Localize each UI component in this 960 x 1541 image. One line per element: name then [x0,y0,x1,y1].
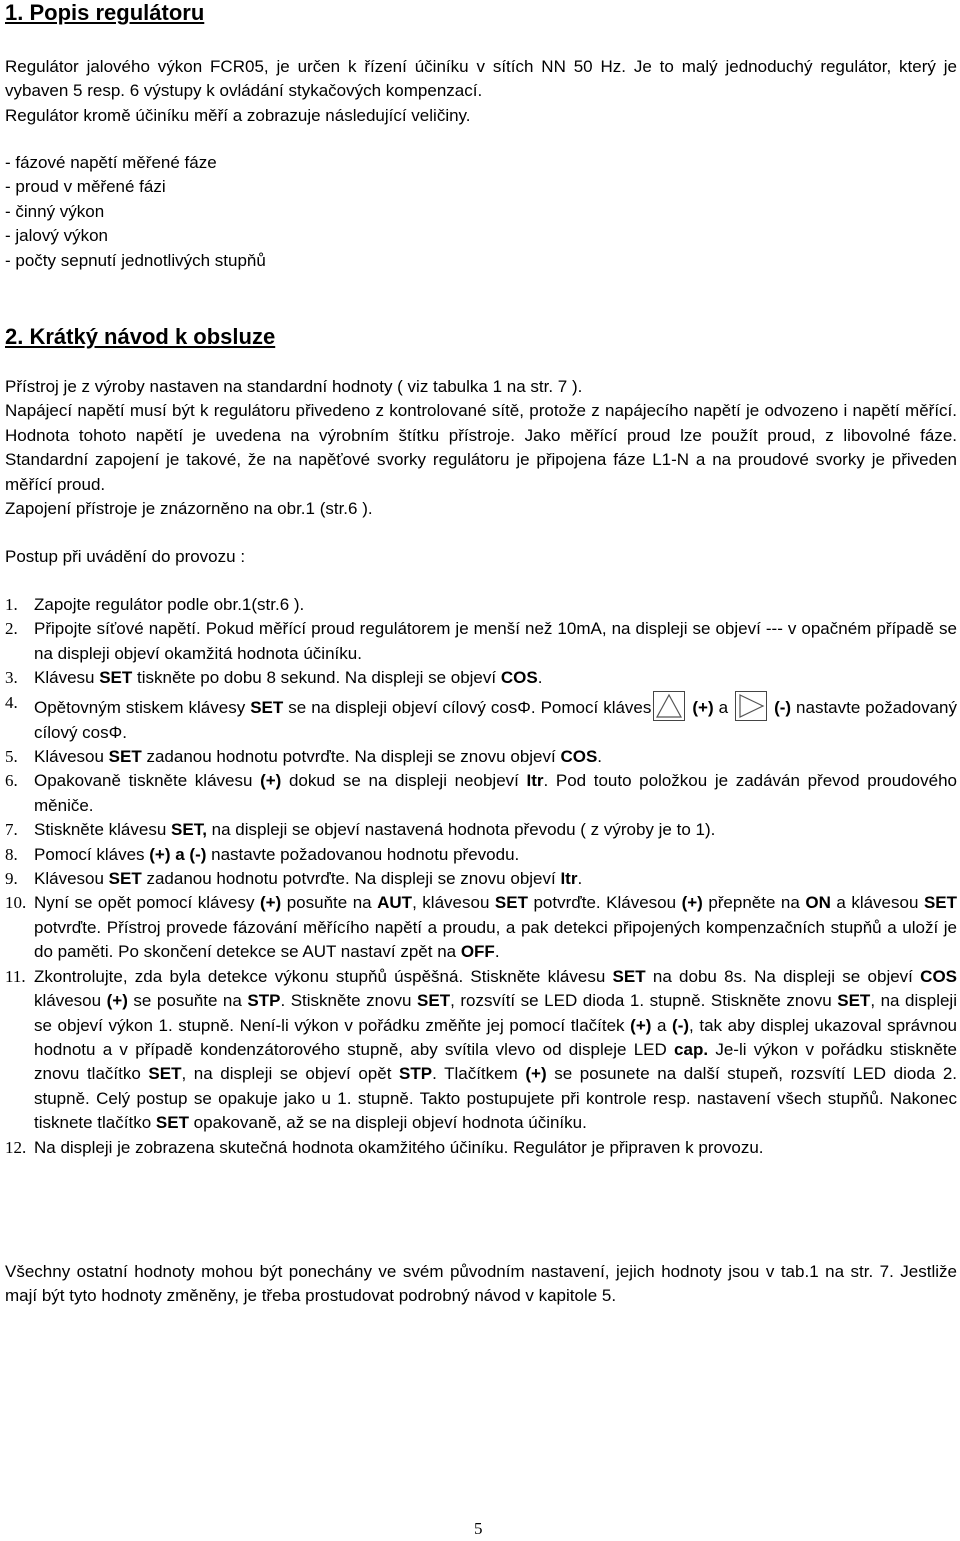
list-item: - proud v měřené fázi [5,177,166,197]
step-text: . Stiskněte znovu [280,991,418,1011]
step-text: se posuňte na [127,991,248,1011]
key-label: STP [399,1064,433,1084]
step-item [5,593,957,617]
step-text: , rozsvítí se LED dioda 1. stupně. Stiskněte znovu [450,991,838,1011]
list-item: - fázové napětí měřené fáze [5,153,217,172]
step-text: nastavte požadovaný cílový cosΦ. [34,697,957,742]
step-text: . [577,869,583,889]
key-label: SET [108,869,142,889]
key-label: SET [108,747,142,767]
key-label: (+) [260,771,282,791]
step-text: Klávesou [34,869,109,889]
step-text: Zkontrolujte, zda byla detekce výkonu stupňů úspěšná. Stiskněte klávesu [34,966,613,986]
key-label: COS [920,966,958,986]
step-number: 11. [5,966,26,986]
step-number: 9. [5,869,18,889]
step-text: na displeji se objeví nastavená hodnota převodu ( z výroby je to 1). [206,820,716,840]
step-number: 8. [5,844,18,864]
key-label: SET [99,668,133,688]
step-number: 3. [5,668,18,688]
step-number: 10. [5,893,27,913]
key-label: (+) [630,1015,652,1035]
step-text: Zapojte regulátor podle obr.1(str.6 ). [34,595,305,614]
step-text: Klávesu [34,668,100,688]
key-label: (+) [681,893,703,913]
key-label: COS [560,747,598,767]
key-label: ON [805,893,831,913]
intro-text: Regulátor jalového výkon FCR05, je určen k řízení účiníku v sítích NN 50 Hz. Je to malý jednoduchý regulátor, který je vybaven 5 resp. 6 výstupy k ovládání stykačových kompenzací. [5,57,957,101]
step-text: Klávesou [34,747,109,767]
step-item [5,891,957,964]
step-text: na dobu 8s. Na displeji se objeví [645,966,921,986]
section1-title: 1. Popis regulátoru [5,0,205,25]
key-label: (+) [525,1064,547,1084]
step-text: dokud se na displeji neobjeví [281,771,527,791]
step-item [5,745,957,769]
step-item [5,666,957,690]
key-label: SET [837,991,871,1011]
step-text: Na displeji je zobrazena skutečná hodnota okamžitého účiníku. Regulátor je připraven k provozu. [34,1137,764,1157]
key-label: SET [494,893,528,913]
step-text: zadanou hodnotu potvrďte. Na displeji se znovu objeví [141,747,561,767]
closing-paragraph: Všechny ostatní hodnoty mohou být ponechány ve svém původním nastavení, jejich hodnoty jsou v tab.1 na str. 7. Jestliže mají být tyto hodnoty změněny, je třeba prostudovat podrobný návod v kapitole 5. [5,1262,957,1306]
step-text: . Tlačítkem [432,1064,526,1084]
step-number: 12. [5,1137,27,1157]
step-text: . [494,942,500,962]
step-item [5,769,957,818]
step-text: . [537,668,543,688]
step-item [5,1136,957,1160]
list-item: - jalový výkon [5,226,108,246]
key-label: cap. [674,1039,709,1059]
key-label: SET [148,1064,182,1084]
step-text: a [651,1015,673,1035]
triangle-right-key-icon [735,691,767,721]
step-item [5,818,957,842]
key-label: SET [417,991,451,1011]
step-text: Je-li výkon v pořádku stiskněte znovu tlačítko [34,1039,957,1084]
key-label: (+) [692,697,714,717]
section2-title: 2. Krátký návod k obsluze [5,324,276,349]
step-text: a [713,697,734,717]
step-item [5,843,957,867]
step-text: Připojte síťové napětí. Pokud měřící proud regulátorem je menší než 10mA, na displeji se objeví --- v opačném případě se na displeji objeví okamžitá hodnota účiníku. [34,619,957,663]
step-text: , na displeji se objeví výkon 1. stupně. Není-li výkon v pořádku změňte jej pomocí tlačítek [34,991,957,1035]
step-text: přepněte na [702,893,806,913]
key-label: (+) [259,893,282,913]
step-text: nastavte požadovanou hodnotu převodu. [206,844,520,864]
step-text: Stiskněte klávesu [34,820,172,840]
key-label: COS [500,668,538,688]
triangle-up-key-icon [653,691,685,721]
step-number: 6. [5,771,18,791]
key-label: STP [247,991,281,1011]
key-label: (+) a (-) [149,844,207,864]
intro-paragraph [5,55,957,128]
intro-text-2: Regulátor kromě účiníku měří a zobrazuje následující veličiny. [5,105,471,125]
step-text: opakovaně, až se na displeji objeví hodnota účiníku. [188,1113,587,1133]
power-supply-text: Napájecí napětí musí být k regulátoru přivedeno z kontrolované sítě, protože z napájecího napětí je odvozeno i napětí měřící. Hodnota tohoto napětí je uvedena na výrobním štítku přístroje. Jako měřící proud lze použít proud, z libovolné fáze. Standardní zapojení je takové, že na napěťové svorky regulátoru je připojena fáze L1-N a na proudové svorky je přiveden měřící proud. [5,401,957,494]
step-item [5,965,957,1136]
measured-values-list [5,151,266,273]
factory-defaults-text: Přístroj je z výroby nastaven na standardní hodnoty ( viz tabulka 1 na str. 7 ). [5,377,583,396]
step-text: tiskněte po dobu 8 sekund. Na displeji se objeví [132,668,501,688]
step-text: , na displeji se objeví opět [181,1064,400,1084]
procedure-steps [5,593,957,1160]
key-label: (+) [106,991,128,1011]
step-text: . [597,747,603,767]
key-label: (-) [672,1015,690,1035]
step-number: 1. [5,595,18,614]
step-text: potvrďte. Klávesou [527,893,682,913]
key-label: OFF [460,942,495,962]
step-item [5,617,957,666]
key-label: SET [250,697,284,717]
step-text: , tak aby displej ukazoval správnou hodnotu a v případě kondenzátorového stupně, aby svítila vlevo od displeje LED [34,1015,958,1059]
key-label: SET [923,893,957,913]
key-label: (-) [774,697,792,717]
step-text: , klávesou [412,893,495,913]
procedure-title: Postup při uvádění do provozu : [5,547,246,566]
step-number: 5. [5,747,18,767]
section2-body [5,375,957,521]
step-text: Opětovným stiskem klávesy [34,697,251,717]
step-text: klávesou [34,991,107,1011]
step-text: Pomocí kláves [34,844,150,864]
step-item [5,867,957,891]
page-number: 5 [474,1519,483,1538]
key-label: AUT [377,893,413,913]
step-text: a klávesou [830,893,924,913]
step-text: potvrďte. Přístroj provede fázování měřícího napětí a proudu, a pak detekci připojených kompenzačních stupňů a uloží je do paměti. Po skončení detekce se AUT nastaví zpět na [34,917,957,962]
step-text: se posunete na další stupeň, rozsvítí LED dioda 2. stupně. Celý postup se opakuje jako u 1. stupně. Takto postupujete při kontrole resp. nastavení všech stupňů. Nakonec tisknete tlačítko [34,1064,958,1133]
list-item: - činný výkon [5,201,105,221]
step-number: 2. [5,619,18,639]
step-item [5,691,957,745]
step-text: se na displeji objeví cílový cosΦ. Pomocí kláves [283,697,652,717]
key-label: Itr [560,869,578,889]
step-number: 7. [5,820,18,840]
key-label: SET [612,966,646,986]
wiring-reference-text: Zapojení přístroje je znázorněno na obr.1 (str.6 ). [5,499,373,519]
step-text: Opakovaně tiskněte klávesu [34,771,261,791]
key-label: SET [155,1113,189,1133]
step-number: 4. [5,692,18,712]
key-label: Itr [526,771,544,791]
list-item: - počty sepnutí jednotlivých stupňů [5,250,266,270]
key-label: SET, [171,820,207,840]
step-text: zadanou hodnotu potvrďte. Na displeji se znovu objeví [141,869,561,889]
step-text: Nyní se opět pomocí klávesy [34,893,260,913]
step-text: posuňte na [281,893,378,913]
step-text: . Pod touto položkou je zadáván převod proudového měniče. [34,771,957,815]
